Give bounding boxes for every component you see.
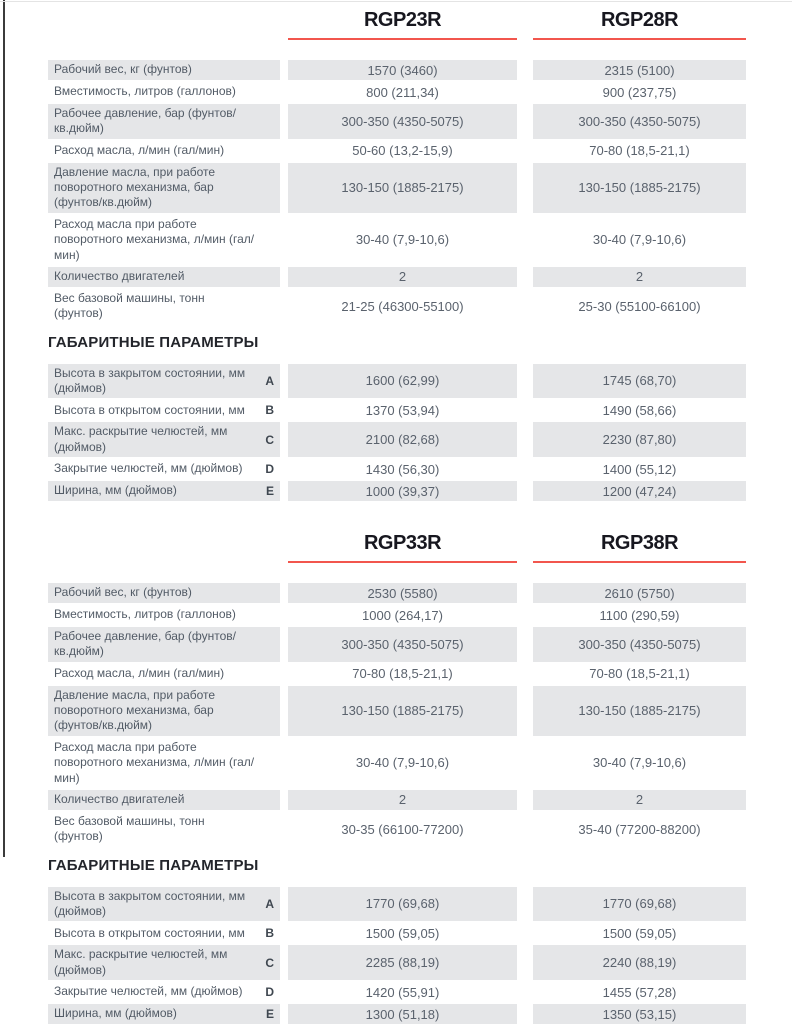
dim-row	[48, 945, 746, 980]
spec-value-left: 30-40 (7,9-10,6)	[355, 232, 450, 248]
dim-label: Макс. раскрытие челюстей, мм (дюймов)	[48, 945, 258, 980]
spec-value-left: 130-150 (1885-2175)	[288, 686, 517, 736]
spec-value-right: 300-350 (4350-5075)	[533, 104, 746, 139]
dim-label: Высота в закрытом состоянии, мм (дюймов)	[48, 887, 258, 922]
dim-label: Ширина, мм (дюймов)	[48, 1004, 258, 1024]
spec-value-left: 130-150 (1885-2175)	[288, 163, 517, 213]
spec-value-left: 30-40 (7,9-10,6)	[355, 755, 450, 771]
dimensions-section-title: ГАБАРИТНЫЕ ПАРАМЕТРЫ	[48, 856, 259, 874]
spec-value-left: 2	[288, 267, 517, 287]
spec-label: Расход масла, л/мин (гал/мин)	[54, 666, 225, 681]
page-edge-top-line	[0, 1, 792, 2]
dimensions-table	[48, 887, 746, 1024]
dim-row	[48, 923, 746, 943]
dim-value-right: 2240 (88,19)	[533, 945, 746, 980]
spec-value-right: 25-30 (55100-66100)	[578, 298, 701, 314]
spec-row	[48, 163, 746, 213]
dim-value-right: 1770 (69,68)	[533, 887, 746, 922]
spec-row	[48, 60, 746, 80]
dim-row	[48, 459, 746, 479]
spec-value-left: 2530 (5580)	[288, 583, 517, 603]
dim-letter: E	[258, 481, 280, 501]
spec-table	[48, 60, 746, 324]
spec-value-right: 35-40 (77200-88200)	[578, 821, 701, 837]
spec-value-left: 300-350 (4350-5075)	[288, 627, 517, 662]
dim-row	[48, 422, 746, 457]
spec-value-left: 50-60 (13,2-15,9)	[352, 143, 453, 159]
dim-value-left: 1420 (55,91)	[365, 984, 440, 1000]
dim-value-left: 1500 (59,05)	[365, 925, 440, 941]
spec-row	[48, 289, 746, 324]
spec-row	[48, 583, 746, 603]
spec-value-left: 1000 (264,17)	[362, 607, 443, 623]
spec-label: Вместимость, литров (галлонов)	[54, 607, 236, 622]
spec-row	[48, 104, 746, 139]
dim-row	[48, 364, 746, 399]
spec-label: Рабочий вес, кг (фунтов)	[48, 583, 258, 603]
spec-label: Вместимость, литров (галлонов)	[54, 84, 236, 99]
model-underline-row	[48, 38, 746, 40]
spec-label: Расход масла при работе поворотного механизма, л/мин (гал/мин)	[54, 739, 255, 785]
spec-value-right: 300-350 (4350-5075)	[533, 627, 746, 662]
spec-value-left: 2	[288, 790, 517, 810]
spec-value-right: 130-150 (1885-2175)	[533, 163, 746, 213]
dim-letter: C	[258, 945, 280, 980]
dim-letter: B	[265, 926, 274, 941]
dim-value-right: 1500 (59,05)	[602, 925, 677, 941]
dimensions-section-title: ГАБАРИТНЫЕ ПАРАМЕТРЫ	[48, 333, 259, 351]
spec-row	[48, 664, 746, 684]
dim-label: Закрытие челюстей, мм (дюймов)	[54, 461, 243, 476]
dim-letter: C	[258, 422, 280, 457]
dim-row	[48, 982, 746, 1002]
dim-letter: B	[265, 403, 274, 418]
dim-value-right: 1745 (68,70)	[533, 364, 746, 399]
spec-label: Расход масла, л/мин (гал/мин)	[54, 143, 225, 158]
spec-value-left: 800 (211,34)	[366, 84, 439, 100]
spec-block-rgp23r-rgp28r	[48, 8, 746, 501]
dim-value-right: 1200 (47,24)	[533, 481, 746, 501]
spec-value-left: 300-350 (4350-5075)	[288, 104, 517, 139]
dim-value-right: 2230 (87,80)	[533, 422, 746, 457]
spec-value-right: 1100 (290,59)	[599, 607, 680, 623]
spec-value-right: 30-40 (7,9-10,6)	[592, 755, 687, 771]
dim-label: Ширина, мм (дюймов)	[48, 481, 258, 501]
spec-row	[48, 141, 746, 161]
model-header-row	[48, 531, 746, 555]
spec-value-left: 70-80 (18,5-21,1)	[352, 666, 453, 682]
dim-value-left: 1300 (51,18)	[288, 1004, 517, 1024]
dim-label: Высота в открытом состоянии, мм	[54, 402, 245, 417]
spec-value-right: 130-150 (1885-2175)	[533, 686, 746, 736]
dim-label: Высота в открытом состоянии, мм	[54, 925, 245, 940]
dim-row	[48, 1004, 746, 1024]
spec-value-right: 2	[533, 790, 746, 810]
spec-row	[48, 812, 746, 847]
spec-row	[48, 790, 746, 810]
spec-row	[48, 267, 746, 287]
dim-value-right: 1350 (53,15)	[533, 1004, 746, 1024]
dim-value-left: 1600 (62,99)	[288, 364, 517, 399]
spec-row	[48, 605, 746, 625]
spec-label: Рабочее давление, бар (фунтов/кв.дюйм)	[48, 104, 258, 139]
spec-value-right: 2610 (5750)	[533, 583, 746, 603]
spec-block-rgp33r-rgp38r	[48, 531, 746, 1024]
dim-row	[48, 481, 746, 501]
spec-value-left: 30-35 (66100-77200)	[341, 821, 464, 837]
page-edge-left-line	[3, 0, 5, 857]
dim-value-right: 1400 (55,12)	[602, 461, 677, 477]
model-title-right: RGP38R	[600, 532, 679, 555]
dim-value-left: 2100 (82,68)	[288, 422, 517, 457]
model-underline-left	[288, 561, 517, 563]
spec-row	[48, 82, 746, 102]
spec-value-left: 1570 (3460)	[288, 60, 517, 80]
dim-value-left: 1000 (39,37)	[288, 481, 517, 501]
dim-value-left: 1430 (56,30)	[365, 461, 440, 477]
spec-label: Расход масла при работе поворотного механизма, л/мин (гал/мин)	[54, 216, 255, 262]
dim-value-left: 2285 (88,19)	[288, 945, 517, 980]
dim-letter: D	[265, 462, 274, 477]
dim-letter: E	[258, 1004, 280, 1024]
dim-value-left: 1370 (53,94)	[365, 402, 440, 418]
model-underline-right	[533, 38, 746, 40]
dim-row	[48, 887, 746, 922]
spec-row	[48, 686, 746, 736]
spec-value-right: 70-80 (18,5-21,1)	[589, 143, 690, 159]
spec-label: Давление масла, при работе поворотного механизма, бар (фунтов/кв.дюйм)	[48, 163, 258, 213]
spec-row	[48, 215, 746, 265]
spec-row	[48, 738, 746, 788]
spec-label: Рабочий вес, кг (фунтов)	[48, 60, 258, 80]
dim-value-right: 1490 (58,66)	[602, 402, 677, 418]
spec-value-right: 2315 (5100)	[533, 60, 746, 80]
dim-letter: A	[258, 364, 280, 399]
dim-value-left: 1770 (69,68)	[288, 887, 517, 922]
dim-value-right: 1455 (57,28)	[602, 984, 677, 1000]
dim-letter: A	[258, 887, 280, 922]
dimensions-table	[48, 364, 746, 501]
spec-label: Вес базовой машины, тонн (фунтов)	[54, 813, 205, 844]
model-title-left: RGP23R	[363, 9, 442, 31]
spec-label: Количество двигателей	[48, 267, 258, 287]
spec-value-right: 30-40 (7,9-10,6)	[592, 232, 687, 248]
spec-value-left: 21-25 (46300-55100)	[341, 298, 464, 314]
spec-label: Количество двигателей	[48, 790, 258, 810]
model-title-right: RGP28R	[600, 9, 679, 31]
spec-label: Вес базовой машины, тонн (фунтов)	[54, 290, 205, 321]
spec-table	[48, 583, 746, 847]
model-underline-left	[288, 38, 517, 40]
model-title-left: RGP33R	[363, 532, 442, 555]
spec-label: Рабочее давление, бар (фунтов/кв.дюйм)	[48, 627, 258, 662]
dim-row	[48, 400, 746, 420]
dim-label: Высота в закрытом состоянии, мм (дюймов)	[48, 364, 258, 399]
spec-value-right: 70-80 (18,5-21,1)	[589, 666, 690, 682]
dim-letter: D	[265, 985, 274, 1000]
model-header-row	[48, 8, 746, 32]
dim-label: Макс. раскрытие челюстей, мм (дюймов)	[48, 422, 258, 457]
spec-value-right: 2	[533, 267, 746, 287]
spec-label: Давление масла, при работе поворотного механизма, бар (фунтов/кв.дюйм)	[48, 686, 258, 736]
spec-value-right: 900 (237,75)	[602, 84, 677, 100]
dim-label: Закрытие челюстей, мм (дюймов)	[54, 984, 243, 999]
model-underline-right	[533, 561, 746, 563]
spec-row	[48, 627, 746, 662]
model-underline-row	[48, 561, 746, 563]
spec-content	[48, 8, 746, 1026]
